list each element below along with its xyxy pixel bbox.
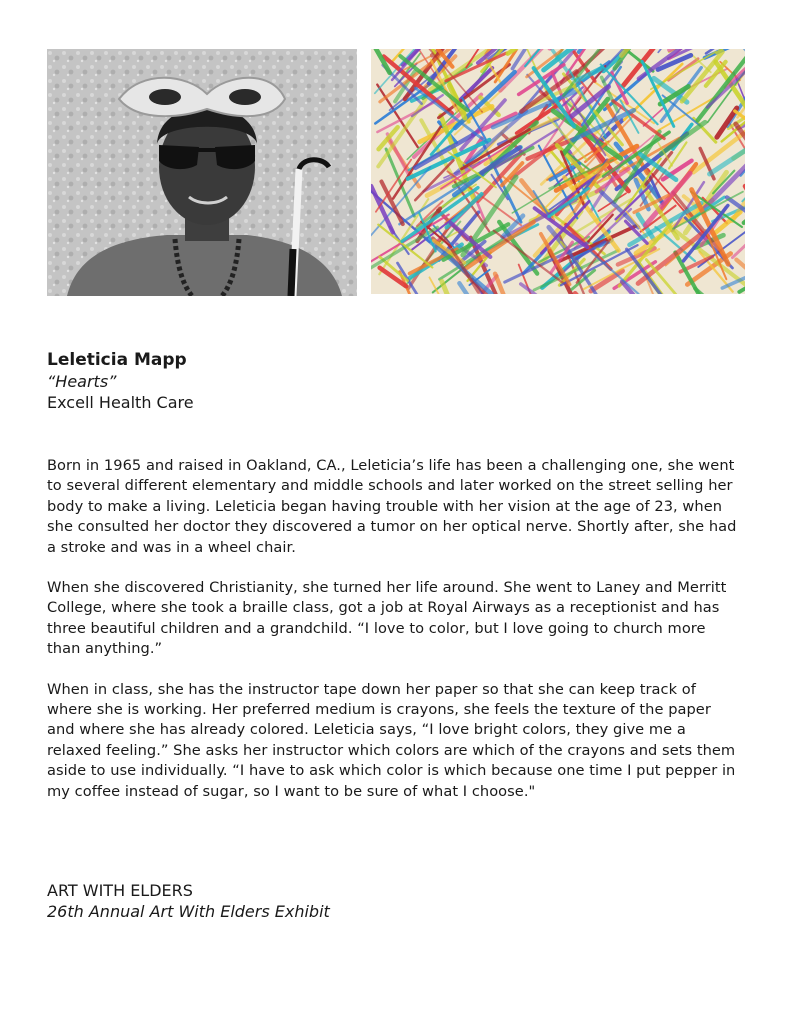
- artist-bio: [47, 456, 742, 822]
- organization-name: Excell Health Care: [47, 393, 194, 412]
- bio-paragraph: When in class, she has the instructor tape down her paper so that she can keep track of where she is working. Her preferred medium is crayons, she feels the texture of the paper and where she has already colored. Leleticia says, “I love bright colors, they give me a relaxed feeling.” She asks her instructor which colors are which of the crayons and sets them aside to use individually. “I have to ask which color is which because one time I put pepper in my coffee instead of sugar, so I want to be sure of what I choose.": [47, 680, 736, 800]
- bio-paragraph: Born in 1965 and raised in Oakland, CA., Leleticia’s life has been a challenging one, she went to several different elementary and middle schools and later worked on the street selling her body to make a living. Leleticia began having trouble with her vision at the age of 23, when she consulted her doctor they discovered a tumor on her optical nerve. Shortly after, she had a stroke and was in a wheel chair.: [47, 457, 737, 556]
- program-name: ART WITH ELDERS: [47, 881, 193, 900]
- exhibit-name: 26th Annual Art With Elders Exhibit: [47, 902, 330, 921]
- bio-paragraph: When she discovered Christianity, she turned her life around. She went to Laney and Merritt College, where she took a braille class, got a job at Royal Airways as a receptionist and has three beautiful children and a grandchild. “I love to color, but I love going to church more than anything.”: [47, 579, 727, 658]
- artist-info: [47, 349, 747, 413]
- artist-portrait-photo: [47, 49, 357, 296]
- artwork-title: “Hearts”: [47, 372, 117, 391]
- exhibit-footer: [47, 880, 747, 922]
- artist-name: Leleticia Mapp: [47, 350, 187, 370]
- artwork-image: [371, 49, 745, 294]
